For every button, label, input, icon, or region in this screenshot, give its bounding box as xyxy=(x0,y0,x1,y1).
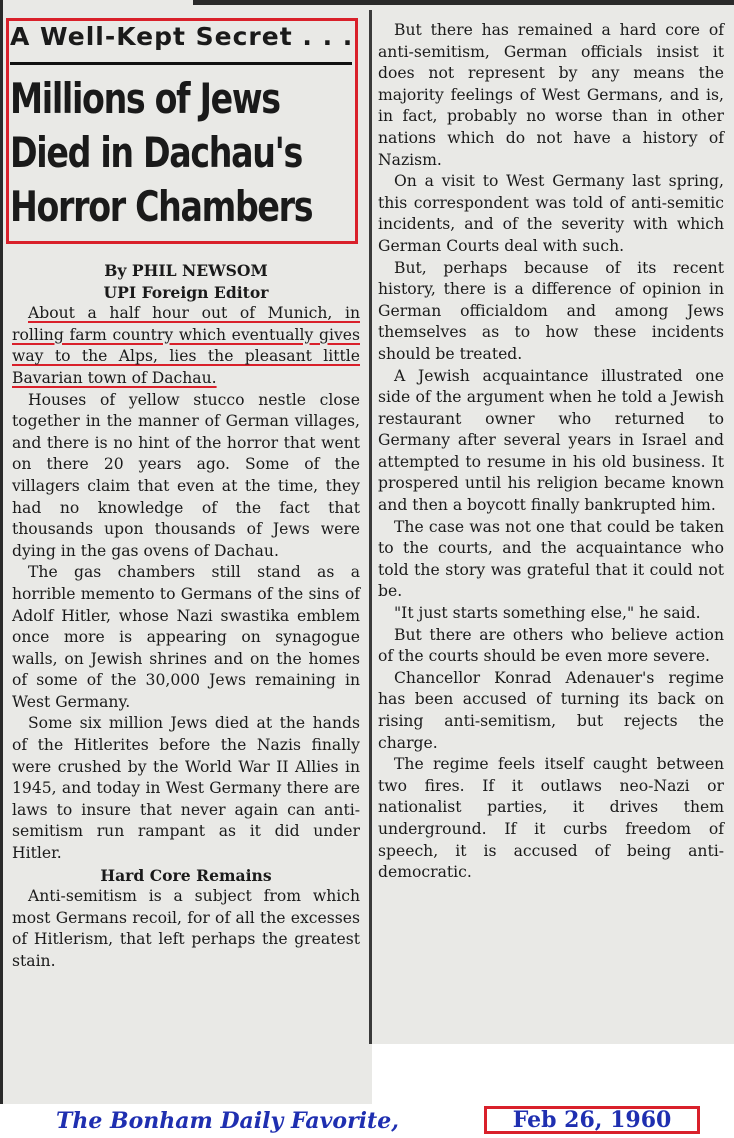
article-paragraph: Chancellor Konrad Adenauer's regime has been accused of turning its back on rising anti-semitism, but rejects the charge. xyxy=(378,668,724,752)
kicker: A Well-Kept Secret . . . xyxy=(10,22,354,51)
newspaper-name: The Bonham Daily Favorite, xyxy=(56,1108,399,1134)
article-paragraph: But there has remained a hard core of anti-semitism, German officials insist it does not represent by any means the majority feelings of West Germans, and is, in fact, probably no worse than in other nations which do not have a history of Nazism. xyxy=(378,21,724,169)
headline-line-3: Horror Chambers xyxy=(10,182,313,231)
article-paragraph: A Jewish acquaintance illustrated one side of the argument when he told a Jewish restaurant owner who returned to Germany after several years in Israel and attempted to resume in his old business. It prospered until his religion became known and then a boycott finally bankrupted him. xyxy=(378,366,724,515)
article-paragraph: The regime feels itself caught between two fires. If it outlaws neo-Nazi or nationalist parties, it drives them underground. If it curbs freedom of speech, it is accused of being anti-democratic. xyxy=(378,755,724,882)
headline xyxy=(10,72,312,234)
top-rule xyxy=(193,0,734,5)
article-paragraph: "It just starts something else," he said. xyxy=(394,604,701,623)
article-paragraph: The case was not one that could be taken to the courts, and the acquaintance who told the story was grateful that it could not be. xyxy=(378,517,724,601)
publication-date: Feb 26, 1960 xyxy=(484,1106,700,1134)
byline-author: By PHIL NEWSOM xyxy=(104,261,268,280)
blank-area xyxy=(372,1044,734,1104)
article-paragraph: Anti-semitism is a subject from which most Germans recoil, for of all the excesses of Hitlerism, that left perhaps the greatest stain. xyxy=(12,887,360,970)
article-paragraph: The gas chambers still stand as a horrible memento to Germans of the sins of Adolf Hitler, whose Nazi swastika emblem once more is appearing on synagogue walls, on Jewish shrines and on the homes of some of the 30,000 Jews remaining in West Germany. xyxy=(12,563,360,711)
article-paragraph: Some six million Jews died at the hands of the Hitlerites before the Nazis finally were crushed by the World War II Allies in 1945, and today in West Germany there are laws to insure that never again can anti-semitism run rampant as it did under Hitler. xyxy=(12,714,360,863)
kicker-rule xyxy=(10,62,352,65)
left-rule xyxy=(0,0,3,1104)
column-rule xyxy=(369,10,372,1044)
left-column xyxy=(12,260,360,973)
subheading: Hard Core Remains xyxy=(100,865,272,885)
article-paragraph: Houses of yellow stucco nestle close together in the manner of German villages, and there is no hint of the horror that went on there 20 years ago. Some of the villagers claim that even at the time, they had no knowledge of the fact that thousands upon thousands of Jews were dying in the gas ovens of Dachau. xyxy=(12,390,360,560)
headline-line-2: Died in Dachau's xyxy=(10,128,302,177)
article-paragraph: On a visit to West Germany last spring, this correspondent was told of anti-semitic incidents, and of the severity with which German Courts deal with such. xyxy=(378,172,724,255)
article-paragraph: But, perhaps because of its recent history, there is a difference of opinion in German officialdom and among Jews themselves as to how these incidents should be treated. xyxy=(378,258,724,363)
headline-line-1: Millions of Jews xyxy=(10,74,280,123)
article-paragraph: About a half hour out of Munich, in rolling farm country which eventually gives way to the Alps, lies the pleasant little Bavarian town of Dachau. xyxy=(12,304,360,387)
article-paragraph: But there are others who believe action of the courts should be even more severe. xyxy=(378,625,724,666)
right-column xyxy=(378,20,724,884)
byline-role: UPI Foreign Editor xyxy=(103,282,269,302)
